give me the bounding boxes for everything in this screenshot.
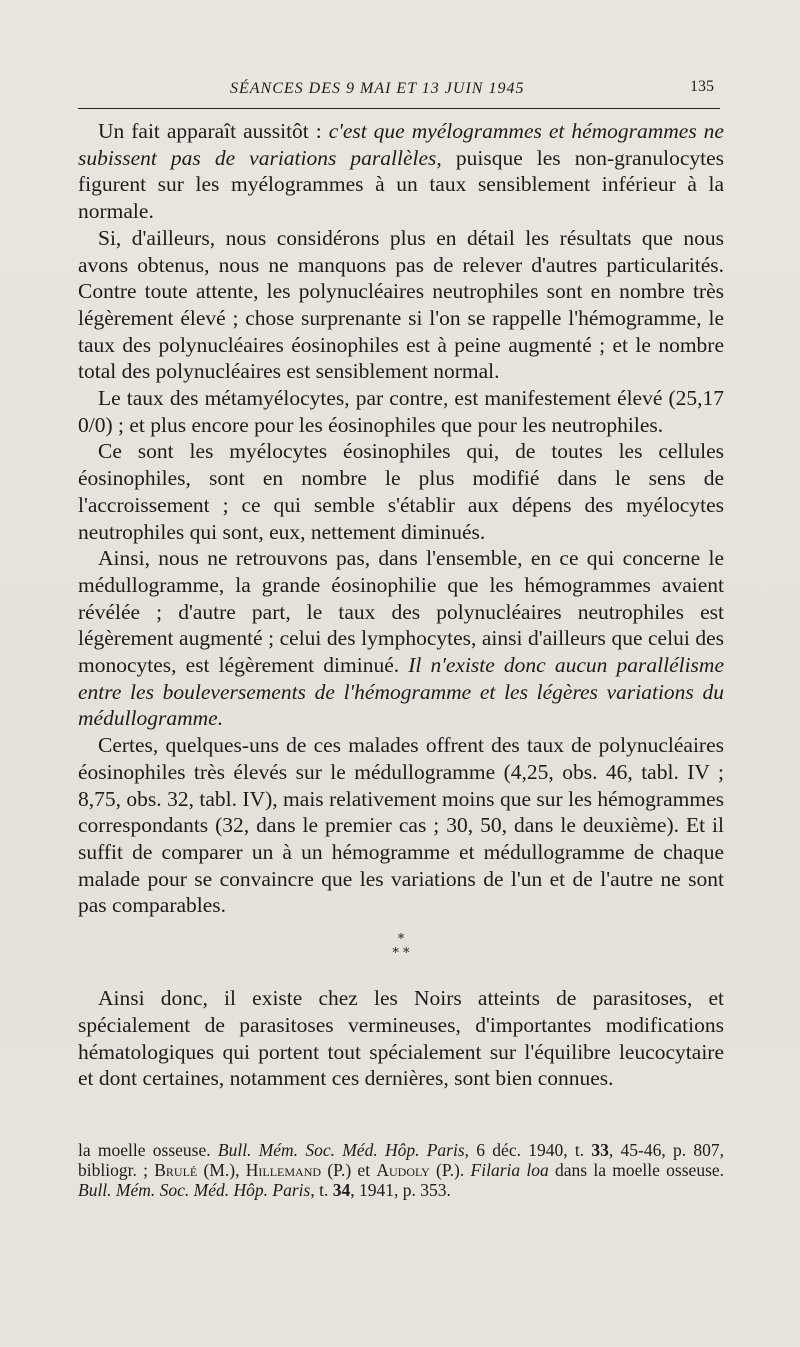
paragraph-5-text: Ainsi, nous ne retrouvons pas, dans l'ensemble, en ce qui concerne le médullogramme, la grande éosinophilie que les hémogrammes avaient révélée ; d'autre part, le taux des polynucléaires neutrophiles est légèrement augmenté ; celui des lymphocytes, ainsi d'ailleurs que celui des monocytes, est légèrement diminué. [78, 546, 724, 678]
paragraph-2: Si, d'ailleurs, nous considérons plus en détail les résultats que nous avons obtenus, nous ne manquons pas de relever d'autres particularités. Contre toute attente, les polynucléaires neutrophiles sont en nombre très légèrement élevé ; chose surprenante si l'on se rappelle l'hémogramme, le taux des polynucléaires éosinophiles est à peine augmenté ; et le nombre total des polynucléaires est sensiblement normal. [78, 225, 724, 384]
footnote-text-8: , t. [310, 1180, 333, 1200]
paragraph-1-emphasis: c'est que myélogrammes et hémogrammes ne subissent pas de variations parallèles [78, 119, 724, 170]
footnote-text-6: (P.). [429, 1160, 471, 1180]
running-title: SÉANCES DES 9 MAI ET 13 JUIN 1945 [230, 80, 525, 97]
footnote-text-3: , 45-46, p. 807, bibliogr. ; [78, 1140, 724, 1180]
running-head [80, 78, 720, 108]
footnote-volume-2: 34 [332, 1180, 351, 1200]
footnote-text-2: , 6 déc. 1940, t. [464, 1140, 592, 1160]
footnote-author-2: Hillemand [245, 1160, 322, 1180]
asterisk-bottom: * * [392, 946, 410, 962]
header-rule [78, 108, 720, 109]
body-text [78, 118, 724, 1092]
section-break-asterisks [78, 933, 724, 961]
paragraph-7: Ainsi donc, il existe chez les Noirs atteints de parasitoses, et spécialement de parasitoses vermineuses, d'importantes modifications hématologiques qui portent tout spécialement sur l'équilibre leucocytaire et dont certaines, notamment ces dernières, sont bien connues. [78, 986, 724, 1091]
paragraph-1 [78, 118, 724, 225]
footnote-text-9: , 1941, p. 353. [350, 1180, 451, 1200]
paragraph-1-lead: Un fait apparaît aussitôt : [98, 119, 329, 143]
page-number: 135 [690, 78, 714, 95]
paragraph-6: Certes, quelques-uns de ces malades offrent des taux de polynucléaires éosinophiles très élevés sur le médullogramme (4,25, obs. 46, tabl. IV ; 8,75, obs. 32, tabl. IV), mais relativement moins que sur les hémogrammes correspondants (32, dans le premier cas ; 30, 50, dans le deuxième). Et il suffit de comparer un à un hémogramme et médullogramme de chaque malade pour se convaincre que les variations de l'un et de l'autre ne sont pas comparables. [78, 733, 724, 918]
footnote-journal-2: Bull. Mém. Soc. Méd. Hôp. Paris [78, 1180, 311, 1200]
footnote-author-3: Audoly [376, 1160, 430, 1180]
footnote-text-4: (M.), [197, 1160, 246, 1180]
footnote-text-7: dans la moelle osseuse. [548, 1160, 725, 1180]
asterisk-top: * [397, 932, 405, 948]
paragraph-1-rest: , puisque les non-granulocytes figurent sur les myélogrammes à un taux sensiblement inférieur à la normale. [78, 145, 724, 224]
paragraph-5 [78, 545, 724, 732]
footnote [78, 1140, 724, 1200]
footnote-journal-1: Bull. Mém. Soc. Méd. Hôp. Paris [217, 1140, 465, 1160]
footnote-text-5: (P.) et [321, 1160, 377, 1180]
paragraph-3: Le taux des métamyélocytes, par contre, est manifestement élevé (25,17 0/0) ; et plus encore pour les éosinophiles que pour les neutrophiles. [78, 386, 724, 437]
footnote-volume-1: 33 [591, 1140, 609, 1160]
paragraph-4: Ce sont les myélocytes éosinophiles qui, de toutes les cellules éosinophiles, sont en nombre le plus modifié dans le sens de l'accroissement ; ce qui semble s'établir aux dépens des myélocytes neutrophiles qui sont, eux, nettement diminués. [78, 439, 724, 544]
footnote-species: Filaria loa [470, 1160, 549, 1180]
paragraph-5-emphasis: Il n'existe donc aucun parallélisme entre les bouleversements de l'hémogramme et les légères variations du médullogramme. [78, 653, 724, 731]
footnote-author-1: Brulé [154, 1160, 198, 1180]
footnote-text-1: la moelle osseuse. [78, 1140, 218, 1160]
